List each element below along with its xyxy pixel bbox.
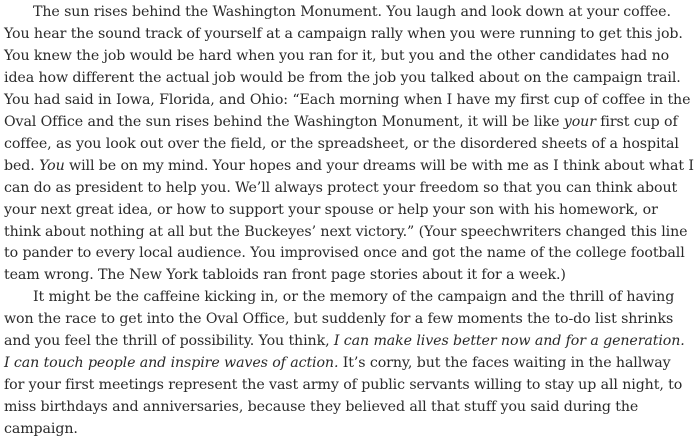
italic-text-segment: I can make lives better now and for a generation. I can touch people and inspire waves of action. (4, 333, 685, 372)
text-segment: The sun rises behind the Washington Monument. You laugh and look down at your coffee. You hear the sound track of yourself at a campaign rally when you were running to get this job. You knew the job would be hard when you ran for it, but you and the other candidates had no idea how different the actual job would be from the job you talked about on the campaign trail. You had said in Iowa, Florida, and Ohio: “Each morning when I have my first cup of coffee in the Oval Office and the sun rises behind the Washington Monument, it will be like (4, 4, 691, 130)
italic-text-segment: your (563, 113, 596, 130)
text-segment: It’s corny, but the faces waiting in the hallway for your first meetings represent the vast army of public servants willing to stay up all night, to miss birthdays and anniversaries, because they believed all that stuff you said during the campaign. (4, 355, 683, 438)
text-segment: It might be the caffeine kicking in, or the memory of the campaign and the thrill of having won the race to get into the Oval Office, but suddenly for a few moments the to-do list shrinks and you feel the thrill of possibility. You think, (4, 289, 675, 350)
italic-text-segment: You (39, 157, 65, 174)
text-segment: first cup of coffee, as you look out over the field, or the spreadsheet, or the disordered sheets of a hospital bed. (4, 113, 679, 174)
document-body (4, 2, 694, 441)
paragraph-2 (4, 287, 694, 441)
paragraph-1 (4, 2, 694, 287)
text-segment: will be on my mind. Your hopes and your dreams will be with me as I think about what I can do as president to help you. We’ll always protect your freedom so that you can think about your next great idea, or how to support your spouse or help your son with his homework, or think about nothing at all but the Buckeyes’ next victory.” (Your speechwriters changed this line to pander to every local audience. You improvised once and got the name of the college football team wrong. The New York tabloids ran front page stories about it for a week.) (4, 157, 694, 284)
